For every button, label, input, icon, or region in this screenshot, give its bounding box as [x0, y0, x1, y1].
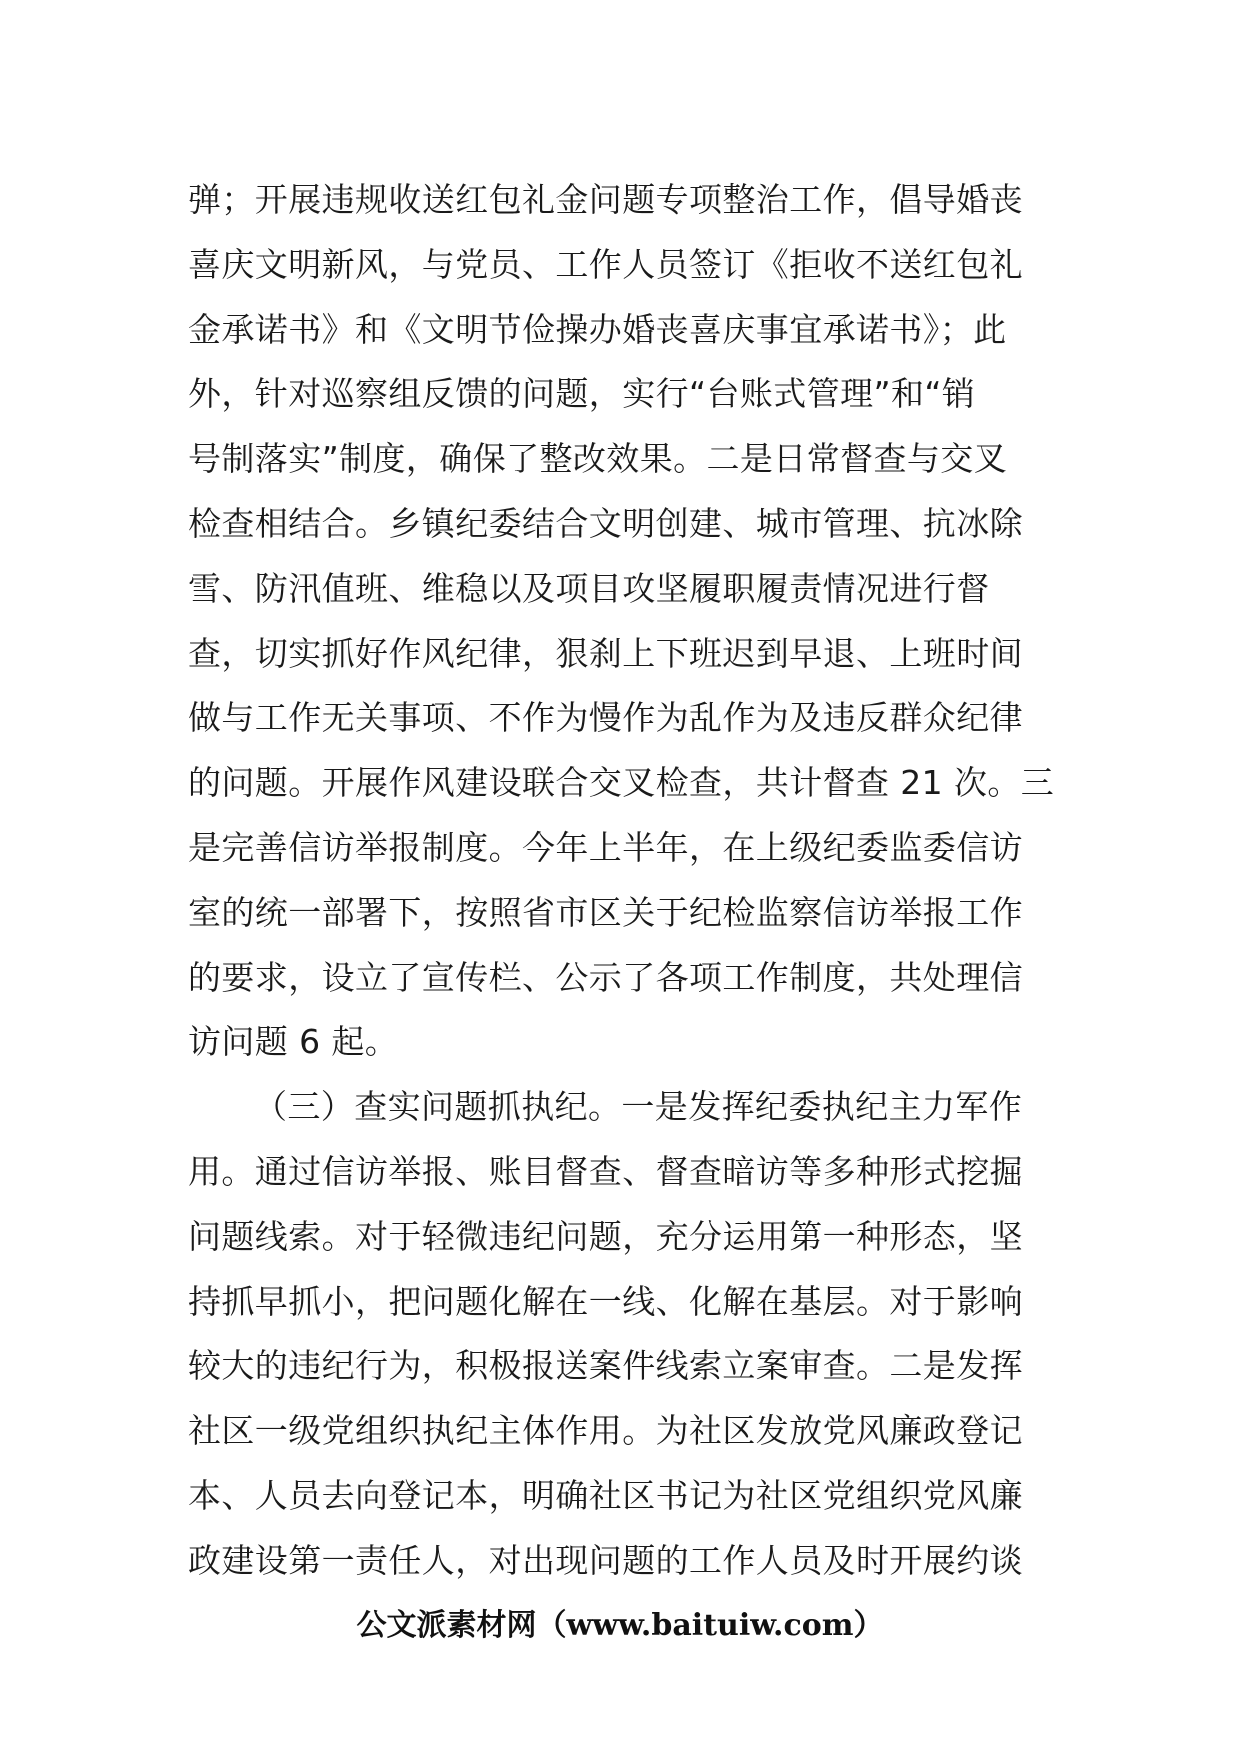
text-line: 是完善信访举报制度。今年上半年，在上级纪委监委信访	[188, 827, 1023, 867]
text-line: 外，针对巡察组反馈的问题，实行“台账式管理”和“销	[188, 374, 976, 414]
text-line: 做与工作无关事项、不作为慢作为乱作为及违反群众纪律	[188, 698, 1023, 738]
text-line: 本、人员去向登记本，明确社区书记为社区党组织党风廉	[188, 1475, 1023, 1515]
text-line: 的要求，设立了宣传栏、公示了各项工作制度，共处理信	[188, 957, 1023, 997]
text-line: 持抓早抓小，把问题化解在一线、化解在基层。对于影响	[188, 1281, 1023, 1321]
text-line: 用。通过信访举报、账目督查、督查暗访等多种形式挖掘	[188, 1151, 1023, 1191]
footer-watermark-text: 公文派素材网（www.baituiw.com）	[356, 1608, 884, 1643]
text-line: 喜庆文明新风，与党员、工作人员签订《拒收不送红包礼	[188, 244, 1023, 284]
text-line: 社区一级党组织执纪主体作用。为社区发放党风廉政登记	[188, 1411, 1023, 1451]
section-heading-line: （三）查实问题抓执纪。一是发挥纪委执纪主力军作	[254, 1087, 1023, 1127]
document-body	[188, 168, 1058, 1594]
text-line: 查，切实抓好作风纪律，狠刹上下班迟到早退、上班时间	[188, 633, 1023, 673]
text-line: 政建设第一责任人，对出现问题的工作人员及时开展约谈	[188, 1540, 1023, 1580]
text-line: 问题线索。对于轻微违纪问题，充分运用第一种形态，坚	[188, 1216, 1023, 1256]
text-line: 室的统一部署下，按照省市区关于纪检监察信访举报工作	[188, 892, 1023, 932]
text-line: 金承诺书》和《文明节俭操办婚丧喜庆事宜承诺书》；此	[188, 309, 1007, 349]
text-line: 的问题。开展作风建设联合交叉检查，共计督查 21 次。三	[188, 763, 1055, 803]
text-line: 较大的违纪行为，积极报送案件线索立案审查。二是发挥	[188, 1346, 1023, 1386]
text-line: 号制落实”制度，确保了整改效果。二是日常督查与交叉	[188, 439, 1008, 479]
text-line: 弹；开展违规收送红包礼金问题专项整治工作，倡导婚丧	[188, 180, 1023, 219]
text-line: 雪、防汛值班、维稳以及项目攻坚履职履责情况进行督	[188, 568, 990, 608]
text-line: 检查相结合。乡镇纪委结合文明创建、城市管理、抗冰除	[188, 503, 1023, 543]
text-line: 访问题 6 起。	[188, 1022, 399, 1062]
